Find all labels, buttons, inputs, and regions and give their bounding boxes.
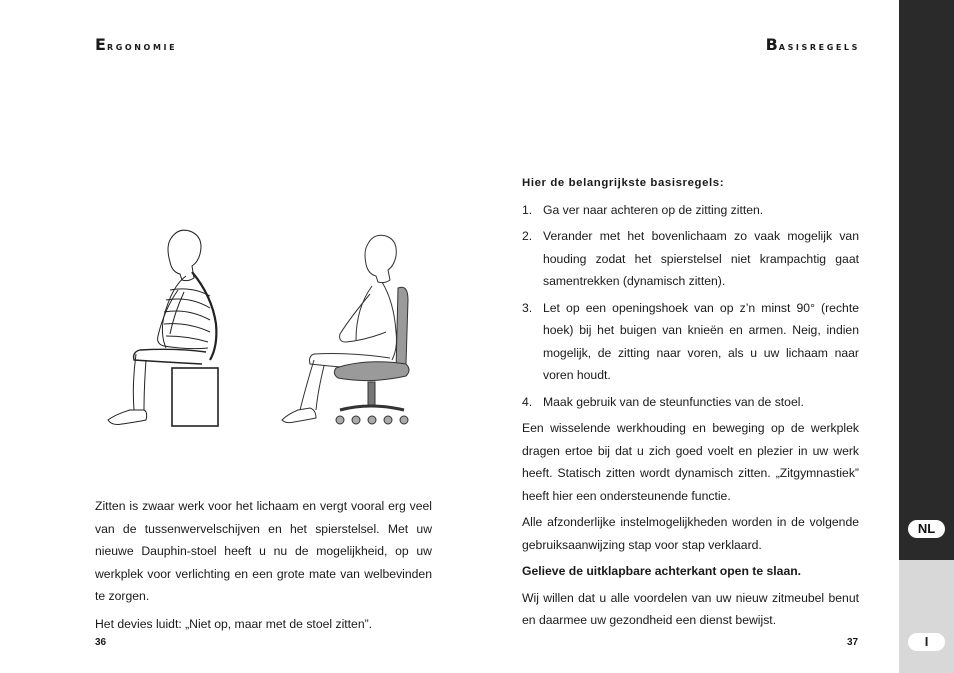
right-header-rest: asisregels	[778, 40, 860, 53]
list-text: Let op een openingshoek van op z’n minst 90° (rechte hoek) bij het buigen van knieën en armen. Neig, indien mogelijk, de zitting naar voren, als u uw lichaam naar voren houdt.	[543, 300, 859, 382]
list-item	[522, 199, 859, 222]
list-number: 3.	[522, 300, 533, 315]
list-number: 2.	[522, 229, 533, 243]
list-text: Verander met het bovenlichaam zo vaak mogelijk van houding zodat het spierstelsel niet krampachtig gaat samentrekken (dynamisch zitten).	[543, 229, 859, 288]
sitting-posture-illustration	[100, 220, 430, 435]
list-text: Ga ver naar achteren op de zitting zitten.	[543, 202, 764, 217]
skeleton-figure	[108, 230, 216, 424]
rules-list	[522, 199, 859, 414]
section-badge[interactable]: I	[908, 633, 945, 651]
right-body-text	[522, 172, 859, 636]
list-number: 4.	[522, 394, 533, 409]
right-paragraph-3: Wij willen dat u alle voordelen van uw nieuw zitmeubel benut en daarmee uw gezondheid een dienst bewijst.	[522, 590, 859, 627]
list-number: 1.	[522, 202, 533, 217]
left-header	[95, 35, 177, 54]
side-tab-dark	[899, 0, 954, 560]
seat-box	[172, 368, 218, 426]
page-number-right: 37	[847, 637, 859, 648]
right-header-cap: B	[765, 35, 779, 54]
list-item	[522, 225, 859, 293]
left-paragraph-2: Het devies luidt: „Niet op, maar met de stoel zitten”.	[95, 616, 373, 631]
language-badge[interactable]: NL	[908, 520, 945, 538]
list-item	[522, 391, 859, 414]
fold-out-instruction: Gelieve de uitklapbare achterkant open te slaan.	[522, 564, 802, 578]
side-tab	[899, 0, 954, 673]
chair-figure	[282, 235, 397, 422]
rules-lead: Hier de belangrijkste basisregels:	[522, 177, 725, 189]
left-header-rest: rgonomie	[106, 40, 178, 53]
list-text: Maak gebruik van de steunfuncties van de stoel.	[543, 394, 804, 409]
left-body-text	[95, 495, 432, 640]
page-number-left: 36	[95, 637, 107, 648]
left-paragraph-1: Zitten is zwaar werk voor het lichaam en vergt vooral erg veel van de tussenwervelschijven en het spierstelsel. Met uw nieuwe Dauphin-stoel heeft u nu de mogelijkheid, op uw werkplek voor verlichting en een grote mate van welbevinden te zorgen.	[95, 499, 432, 603]
right-header	[766, 35, 860, 54]
side-tab-light	[899, 560, 954, 673]
right-paragraph-1: Een wisselende werkhouding en beweging op de werkplek dragen ertoe bij dat u zich goed voelt en plezier in uw werk heeft. Statisch zitten wordt dynamisch zitten. „Zitgymnastiek” heeft hier een ondersteunende functie.	[522, 421, 859, 503]
list-item	[522, 297, 859, 387]
right-paragraph-2: Alle afzonderlijke instelmogelijkheden worden in de volgende gebruiksaanwijzing stap voor stap verklaard.	[522, 515, 859, 552]
left-header-cap: E	[95, 35, 107, 54]
